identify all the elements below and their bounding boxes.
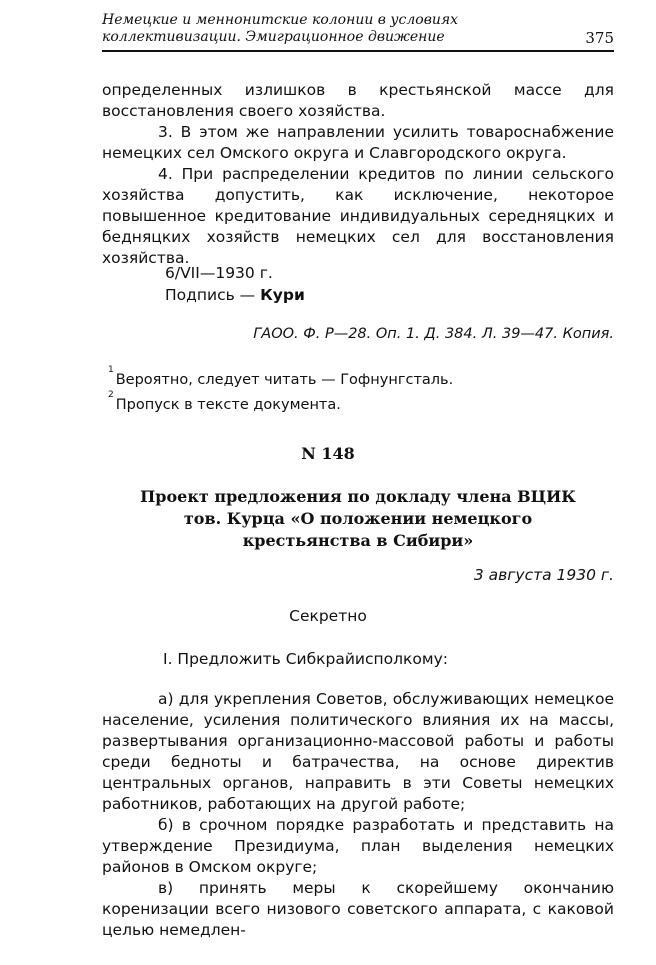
document-number: N 148 [301, 444, 355, 463]
footnote-mark: 1 [108, 365, 114, 375]
signature-block [165, 262, 305, 306]
resolution-item-c: в) принять меры к скорейшему окончанию коренизации всего низового советского аппарата, с каковой целью немедлен- [102, 879, 614, 939]
footnote [108, 366, 453, 391]
signature-name: Кури [260, 286, 305, 304]
document-title-line-2: тов. Курца «О положении немецкого [183, 509, 533, 528]
paragraph-item-3: 3. В этом же направлении усилить товароснабжение немецких сел Омского округа и Славгородского округа. [102, 123, 614, 162]
top-text-block [102, 80, 614, 269]
footnote-text: Пропуск в тексте документа. [115, 396, 341, 413]
document-title [102, 486, 614, 552]
document-date: 3 августа 1930 г. [473, 566, 614, 584]
running-head-line-1: Немецкие и меннонитские колонии в условиях [102, 12, 459, 28]
page-number: 375 [585, 29, 614, 47]
secrecy-label: Секретно [289, 607, 367, 625]
resolution-item-a: а) для укрепления Советов, обслуживающих немецкое население, усиления политического влияния их на массы, развертывания организационно-массовой работы и работы среди бедноты и батрачества, на основе директив центральных органов, направить в эти Советы немецких работников, работающих на другой работе; [102, 690, 614, 813]
paragraph-item-4: 4. При распределении кредитов по линии сельского хозяйства допустить, как исключение, некоторое повышенное кредитование индивидуальных середняцких и бедняцких хозяйств немецких сел для восстановления хозяйства. [102, 165, 614, 267]
document-title-line-1: Проект предложения по докладу члена ВЦИК [140, 487, 576, 506]
running-head [102, 12, 614, 46]
signature-date: 6/VII—1930 г. [165, 264, 273, 282]
paragraph-continuation: определенных излишков в крестьянской массе для восстановления своего хозяйства. [102, 81, 614, 120]
resolution-item-b: б) в срочном порядке разработать и представить на утверждение Президиума, план выделения немецких районов в Омском округе; [102, 816, 614, 876]
footnote-text: Вероятно, следует читать — Гофнунгсталь. [115, 371, 454, 388]
archive-source: ГАОО. Ф. Р—28. Оп. 1. Д. 384. Л. 39—47. Копия. [253, 326, 614, 342]
footnote-mark: 2 [108, 389, 114, 400]
header-rule [102, 50, 614, 52]
resolution-items [102, 689, 614, 941]
footnote [108, 391, 453, 416]
section-heading: I. Предложить Сибкрайисполкому: [163, 650, 448, 668]
footnotes [108, 366, 453, 416]
signature-line [165, 284, 305, 306]
running-head-line-2: коллективизации. Эмиграционное движение [102, 29, 445, 45]
signature-label: Подпись — [165, 286, 261, 304]
document-title-line-3: крестьянства в Сибири» [242, 531, 474, 550]
